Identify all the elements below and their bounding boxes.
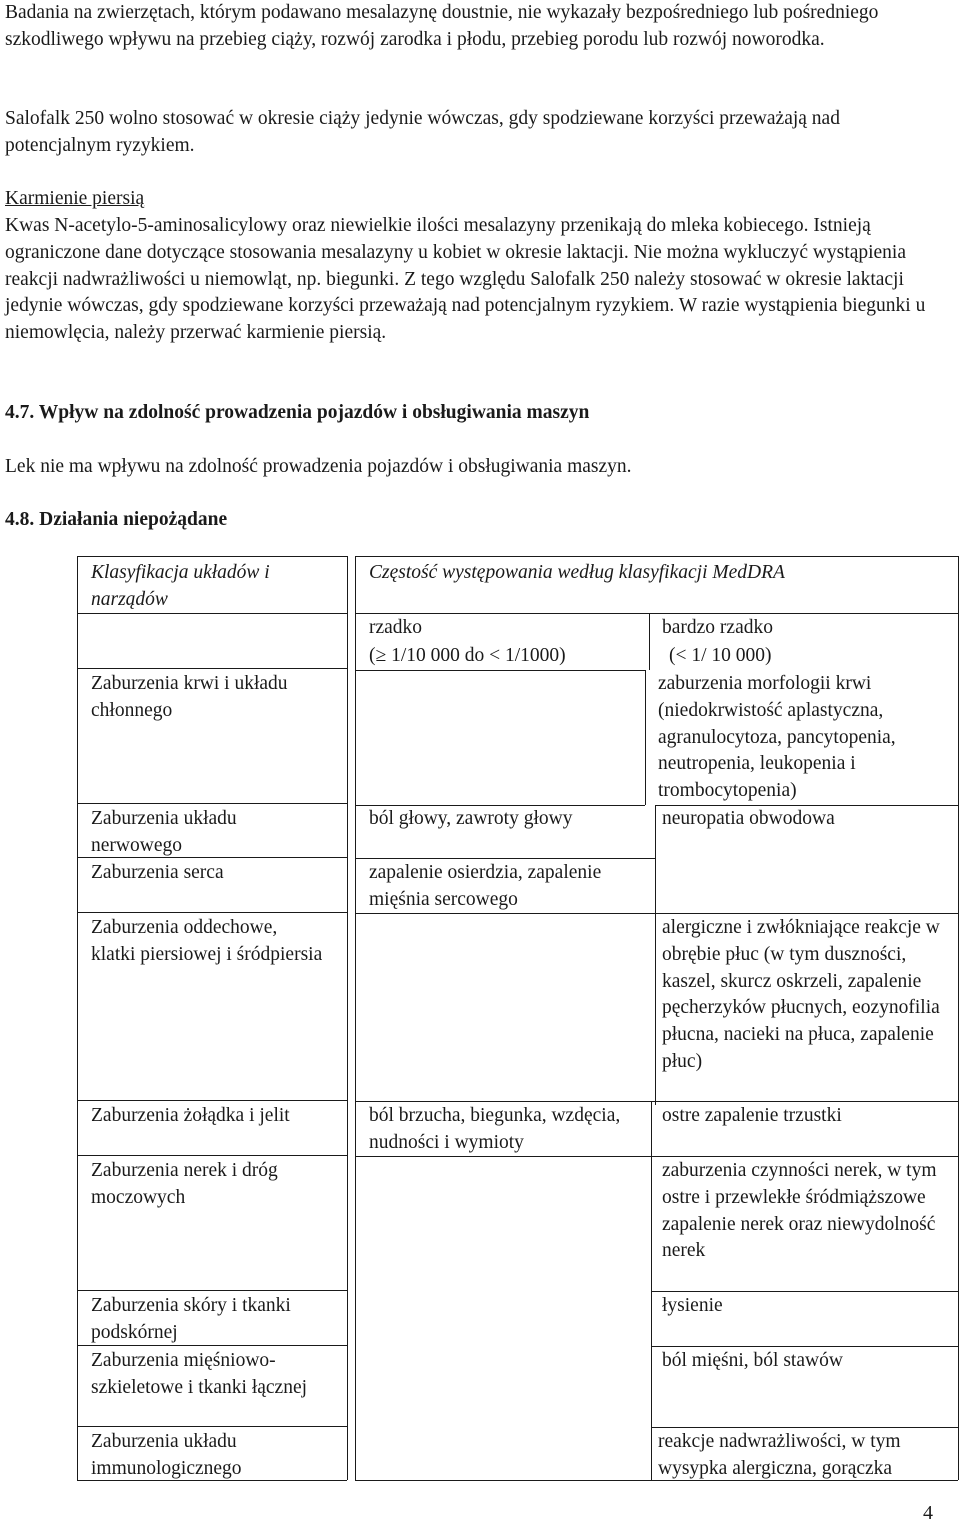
table-border (655, 913, 958, 914)
table-border (77, 1155, 347, 1156)
row-soc: Zaburzenia krwi i układu chłonnego (91, 673, 288, 721)
table-border (77, 556, 347, 557)
table-border (355, 913, 655, 914)
row-soc: Zaburzenia układu immunologicznego (91, 1431, 242, 1479)
pregnancy-usage-paragraph: Salofalk 250 wolno stosować w okresie ciąży jedynie wówczas, gdy spodziewane korzyści przeważają nad potencjalnym ryzykiem. (5, 108, 840, 156)
row-soc: Zaburzenia serca (91, 862, 224, 883)
table-border (77, 668, 347, 669)
row-rare: ból głowy, zawroty głowy (369, 808, 573, 829)
table-border (655, 805, 958, 806)
row-very-rare: ból mięśni, ból stawów (662, 1350, 843, 1371)
table-border (347, 556, 348, 1480)
table-border (77, 1100, 347, 1101)
row-very-rare: łysienie (662, 1295, 723, 1316)
row-soc: Zaburzenia nerek i dróg moczowych (91, 1160, 278, 1208)
row-very-rare: alergiczne i zwłókniające reakcje w obrębie płuc (w tym duszności, kaszel, skurcz oskrzeli, zapalenie pęcherzyków płucnych, eozynofilia płucna, nacieki na płuca, zapalenie płuc) (662, 917, 940, 1072)
header-soc: Klasyfikacja układów i narządów (91, 562, 270, 610)
row-very-rare: ostre zapalenie trzustki (662, 1105, 842, 1126)
table-border (651, 1156, 958, 1157)
table-border (355, 670, 645, 671)
row-soc: Zaburzenia żołądka i jelit (91, 1105, 290, 1126)
table-border (651, 1427, 958, 1428)
row-soc: Zaburzenia skóry i tkanki podskórnej (91, 1295, 291, 1343)
table-border (355, 1480, 958, 1481)
page-number: 4 (923, 1502, 933, 1524)
table-border (651, 1346, 958, 1347)
row-soc: Zaburzenia oddechowe, klatki piersiowej i śródpiersia (91, 917, 323, 965)
table-border (355, 858, 655, 859)
table-border (77, 803, 347, 804)
table-border (77, 1345, 347, 1346)
table-border (355, 556, 356, 1480)
table-border (77, 857, 347, 858)
header-rare-label: rzadko (369, 617, 423, 638)
row-rare: zapalenie osierdzia, zapalenie mięśnia sercowego (369, 862, 602, 910)
table-border (77, 556, 78, 1480)
header-very-rare-label: bardzo rzadko (662, 617, 773, 638)
row-soc: Zaburzenia mięśniowo-szkieletowe i tkanki łącznej (91, 1350, 308, 1398)
table-border (355, 1101, 655, 1102)
table-border (77, 1480, 347, 1481)
row-very-rare: zaburzenia czynności nerek, w tym ostre i przewlekłe śródmiąższowe zapalenie nerek oraz niewydolność nerek (662, 1160, 937, 1262)
table-border (645, 670, 646, 805)
table-border (649, 613, 650, 670)
header-very-rare-range: (< 1/ 10 000) (669, 645, 772, 666)
table-border (77, 613, 347, 614)
table-border (355, 1156, 651, 1157)
row-soc: Zaburzenia układu nerwowego (91, 808, 237, 856)
header-rare-range: (≥ 1/10 000 do < 1/1000) (369, 645, 566, 666)
breastfeeding-heading: Karmienie piersią (5, 188, 145, 209)
section-4-8-heading: 4.8. Działania niepożądane (5, 509, 228, 530)
breastfeeding-paragraph: Kwas N-acetylo-5-aminosalicylowy oraz niewielkie ilości mesalazyny przenikają do mleka kobiecego. Istnieją ograniczone dane dotyczące stosowania mesalazyny u kobiet w okresie laktacji. Nie można wykluczyć wystąpienia reakcji nadwrażliwości u niemowląt, np. biegunki. Z tego względu Salofalk 250 należy stosować w okresie laktacji jedynie wówczas, gdy spodziewane korzyści przeważają nad potencjalnym ryzykiem. W razie wystąpienia biegunki u niemowlęcia, należy przerwać karmienie piersią. (5, 215, 926, 344)
table-border (355, 556, 958, 557)
table-border (355, 805, 645, 806)
header-frequency: Częstość występowania według klasyfikacji MedDRA (369, 562, 785, 583)
pregnancy-animal-studies-paragraph: Badania na zwierzętach, którym podawano mesalazynę doustnie, nie wykazały bezpośredniego lub pośredniego szkodliwego wpływu na przebieg ciąży, rozwój zarodka i płodu, przebieg porodu lub rozwój noworodka. (5, 2, 879, 50)
table-border (77, 1290, 347, 1291)
row-very-rare: zaburzenia morfologii krwi (niedokrwistość aplastyczna, agranulocytoza, pancytopenia, neutropenia, leukopenia i trombocytopenia) (658, 673, 896, 802)
table-border (958, 556, 959, 1480)
table-border (655, 805, 656, 1105)
row-very-rare: neuropatia obwodowa (662, 808, 835, 829)
table-border (355, 613, 958, 614)
table-border (77, 1426, 347, 1427)
table-border (77, 912, 347, 913)
section-4-7-body: Lek nie ma wpływu na zdolność prowadzenia pojazdów i obsługiwania maszyn. (5, 456, 632, 477)
table-border (655, 1101, 958, 1102)
row-very-rare: reakcje nadwrażliwości, w tym wysypka alergiczna, gorączka (658, 1431, 901, 1479)
table-border (651, 1291, 958, 1292)
section-4-7-heading: 4.7. Wpływ na zdolność prowadzenia pojazdów i obsługiwania maszyn (5, 402, 590, 423)
row-rare: ból brzucha, biegunka, wzdęcia, nudności i wymioty (369, 1105, 621, 1153)
